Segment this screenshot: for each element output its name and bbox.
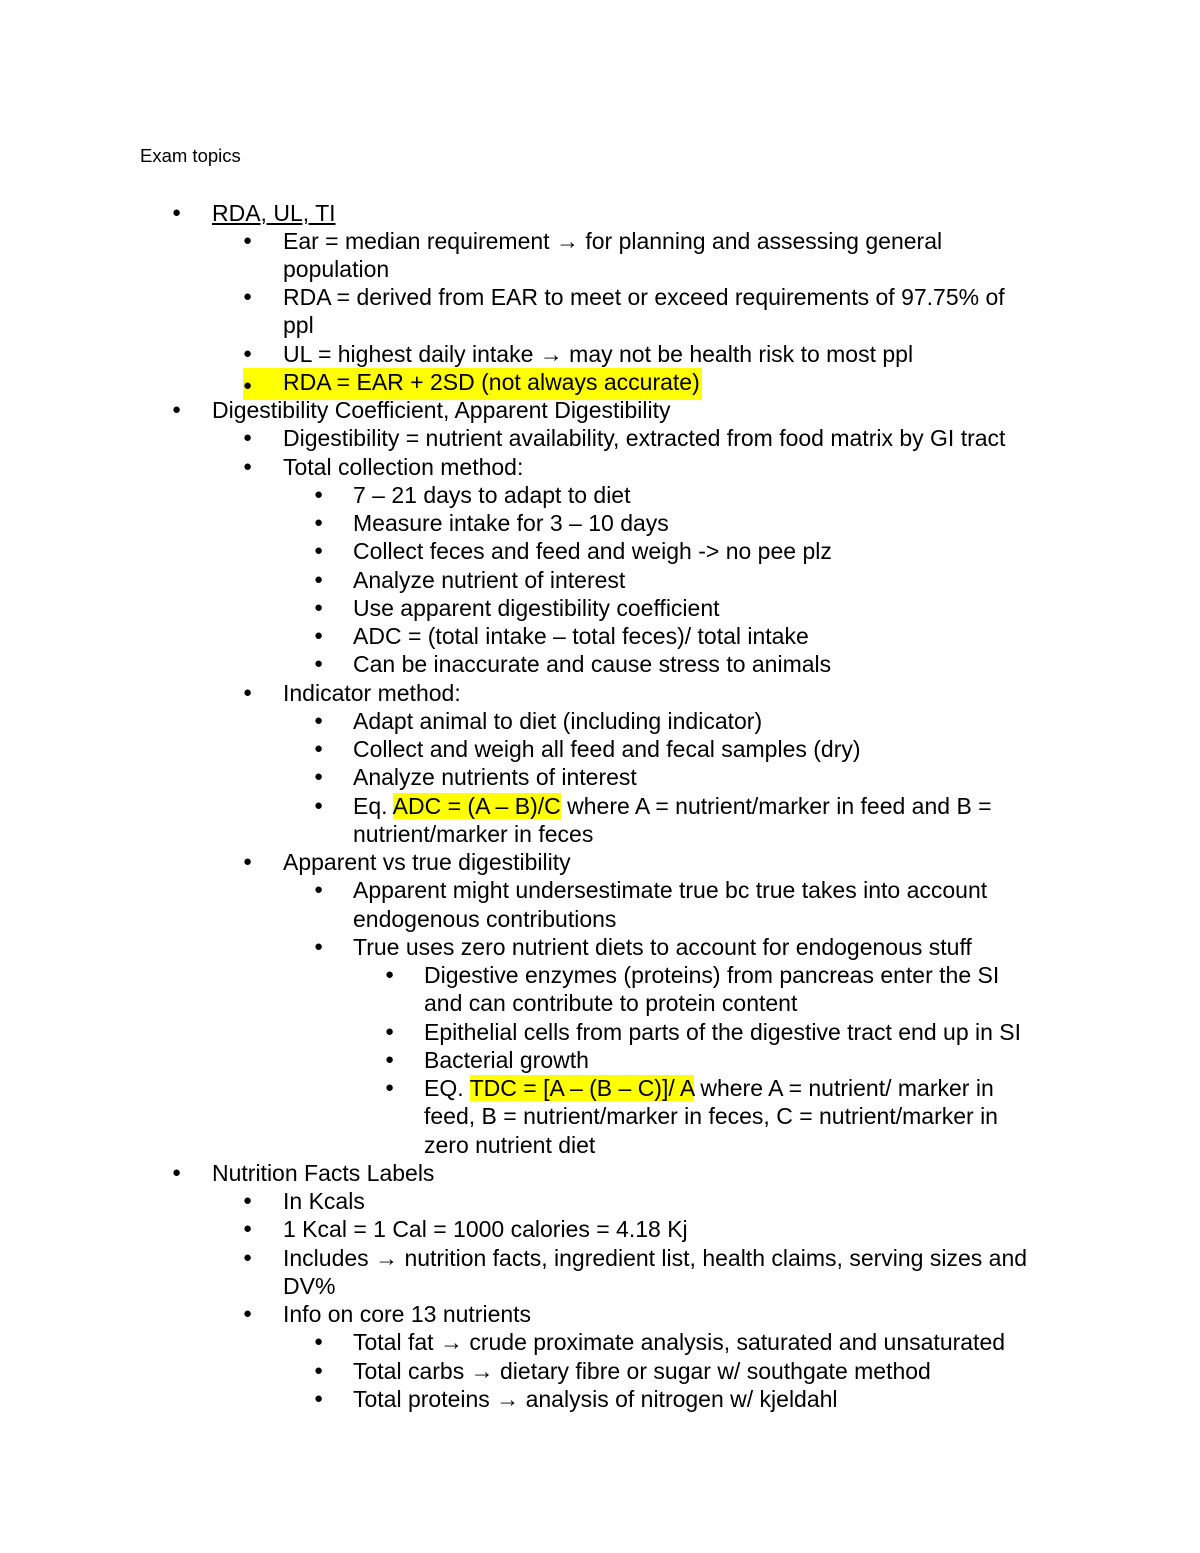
arrow-icon: →: [375, 1245, 399, 1271]
list-item-adc-equation: [353, 792, 992, 820]
bullet-dot: ●: [243, 684, 253, 701]
list-item: Digestive enzymes (proteins) from pancreas enter the SI: [424, 962, 1000, 988]
arrow-icon: →: [496, 1386, 520, 1412]
text-run: Eq.: [353, 793, 393, 819]
list-item-ear: [283, 227, 942, 255]
bullet-dot: ●: [243, 1192, 253, 1209]
list-item: Analyze nutrients of interest: [353, 764, 637, 790]
list-item-continuation: and can contribute to protein content: [424, 990, 798, 1016]
bullet-dot: ●: [385, 1023, 395, 1040]
bullet-dot: ●: [314, 542, 324, 559]
bullet-dot: ●: [314, 1333, 324, 1350]
text-run: Ear = median requirement: [283, 228, 556, 254]
list-item: Apparent might undersestimate true bc true takes into account: [353, 877, 988, 903]
bullet-dot: ●: [243, 429, 253, 446]
bullet-dot: ●: [243, 1249, 253, 1266]
list-item: ADC = (total intake – total feces)/ total intake: [353, 623, 809, 649]
text-run: EQ.: [424, 1075, 470, 1101]
text-run: crude proximate analysis, saturated and unsaturated: [462, 1329, 1006, 1355]
text-run: Includes: [283, 1245, 376, 1271]
list-item-proteins: [353, 1385, 838, 1413]
subheading-apparent-vs-true: Apparent vs true digestibility: [283, 849, 571, 875]
list-item-carbs: [353, 1357, 931, 1385]
text-run: analysis of nitrogen w/ kjeldahl: [519, 1386, 838, 1412]
text-run: Total carbs: [353, 1358, 471, 1384]
list-item-fat: [353, 1328, 1005, 1356]
section-heading-rda: RDA, UL, TI: [212, 200, 336, 226]
bullet-dot: ●: [385, 966, 395, 983]
list-item-continuation: population: [283, 256, 390, 282]
bullet-dot: ●: [314, 712, 324, 729]
bullet-dot: ●: [314, 571, 324, 588]
arrow-icon: →: [555, 228, 579, 254]
bullet-dot: ●: [243, 232, 253, 249]
list-item-ul: [283, 340, 913, 368]
list-item: Collect feces and feed and weigh -> no pee plz: [353, 538, 832, 564]
bullet-dot: ●: [314, 514, 324, 531]
list-item-continuation: ppl: [283, 312, 314, 338]
bullet-dot: ●: [314, 486, 324, 503]
text-run: Total fat: [353, 1329, 440, 1355]
text-run: UL = highest daily intake: [283, 341, 540, 367]
highlighted-equation: TDC = [A – (B – C)]/ A: [469, 1075, 694, 1101]
list-item: Collect and weigh all feed and fecal samples (dry): [353, 736, 861, 762]
list-item: Bacterial growth: [424, 1047, 589, 1073]
list-item: Measure intake for 3 – 10 days: [353, 510, 669, 536]
bullet-dot: ●: [385, 1079, 395, 1096]
list-item: Analyze nutrient of interest: [353, 567, 626, 593]
bullet-dot: ●: [243, 377, 253, 394]
bullet-dot: ●: [243, 1305, 253, 1322]
bullet-dot: ●: [314, 1390, 324, 1407]
bullet-dot: ●: [243, 458, 253, 475]
list-item: 7 – 21 days to adapt to diet: [353, 482, 631, 508]
bullet-dot: ●: [314, 768, 324, 785]
section-heading-digestibility: Digestibility Coefficient, Apparent Digestibility: [212, 397, 671, 423]
bullet-dot: ●: [172, 401, 182, 418]
text-run: where A = nutrient/marker in feed and B =: [560, 793, 992, 819]
subheading-total-collection: Total collection method:: [283, 454, 524, 480]
page-title: Exam topics: [140, 145, 241, 166]
bullet-dot: ●: [243, 345, 253, 362]
list-item: 1 Kcal = 1 Cal = 1000 calories = 4.18 Kj: [283, 1216, 688, 1242]
bullet-dot: ●: [243, 288, 253, 305]
arrow-icon: →: [470, 1358, 494, 1384]
list-item-tdc-equation: [424, 1074, 994, 1102]
bullet-dot: ●: [314, 627, 324, 644]
list-item: Epithelial cells from parts of the digestive tract end up in SI: [424, 1019, 1022, 1045]
list-item: Adapt animal to diet (including indicator): [353, 708, 763, 734]
list-item-continuation: feed, B = nutrient/marker in feces, C = nutrient/marker in: [424, 1103, 998, 1129]
bullet-dot: ●: [314, 1362, 324, 1379]
arrow-icon: →: [439, 1329, 463, 1355]
list-item: Use apparent digestibility coefficient: [353, 595, 720, 621]
list-item-continuation: zero nutrient diet: [424, 1132, 596, 1158]
list-item-continuation: endogenous contributions: [353, 906, 617, 932]
text-run: dietary fibre or sugar w/ southgate method: [493, 1358, 931, 1384]
highlighted-equation: ADC = (A – B)/C: [392, 793, 561, 819]
bullet-dot: ●: [385, 1051, 395, 1068]
section-heading-nutrition-facts: Nutrition Facts Labels: [212, 1160, 435, 1186]
text-run: may not be health risk to most ppl: [562, 341, 914, 367]
bullet-dot: ●: [314, 881, 324, 898]
text-run: nutrition facts, ingredient list, health claims, serving sizes and: [398, 1245, 1028, 1271]
list-item-includes: [283, 1244, 1027, 1272]
bullet-dot: ●: [172, 1164, 182, 1181]
text-run: for planning and assessing general: [578, 228, 943, 254]
bullet-dot: ●: [314, 655, 324, 672]
bullet-dot: ●: [314, 938, 324, 955]
bullet-dot: ●: [314, 797, 324, 814]
list-item: True uses zero nutrient diets to account for endogenous stuff: [353, 934, 972, 960]
bullet-dot: ●: [314, 740, 324, 757]
list-item-continuation: DV%: [283, 1273, 336, 1299]
arrow-icon: →: [539, 341, 563, 367]
bullet-dot: ●: [172, 204, 182, 221]
list-item: Can be inaccurate and cause stress to animals: [353, 651, 832, 677]
subheading-indicator: Indicator method:: [283, 680, 461, 706]
text-run: RDA = EAR + 2SD (not always accurate): [283, 369, 700, 395]
list-item-definition: Digestibility = nutrient availability, extracted from food matrix by GI tract: [283, 425, 1006, 451]
list-item: In Kcals: [283, 1188, 365, 1214]
bullet-dot: ●: [243, 853, 253, 870]
bullet-dot: ●: [243, 1220, 253, 1237]
list-item-rda: RDA = derived from EAR to meet or exceed requirements of 97.75% of: [283, 284, 1005, 310]
text-run: where A = nutrient/ marker in: [693, 1075, 994, 1101]
text-run: Total proteins: [353, 1386, 497, 1412]
list-item: Info on core 13 nutrients: [283, 1301, 532, 1327]
bullet-dot: ●: [314, 599, 324, 616]
list-item-continuation: nutrient/marker in feces: [353, 821, 594, 847]
